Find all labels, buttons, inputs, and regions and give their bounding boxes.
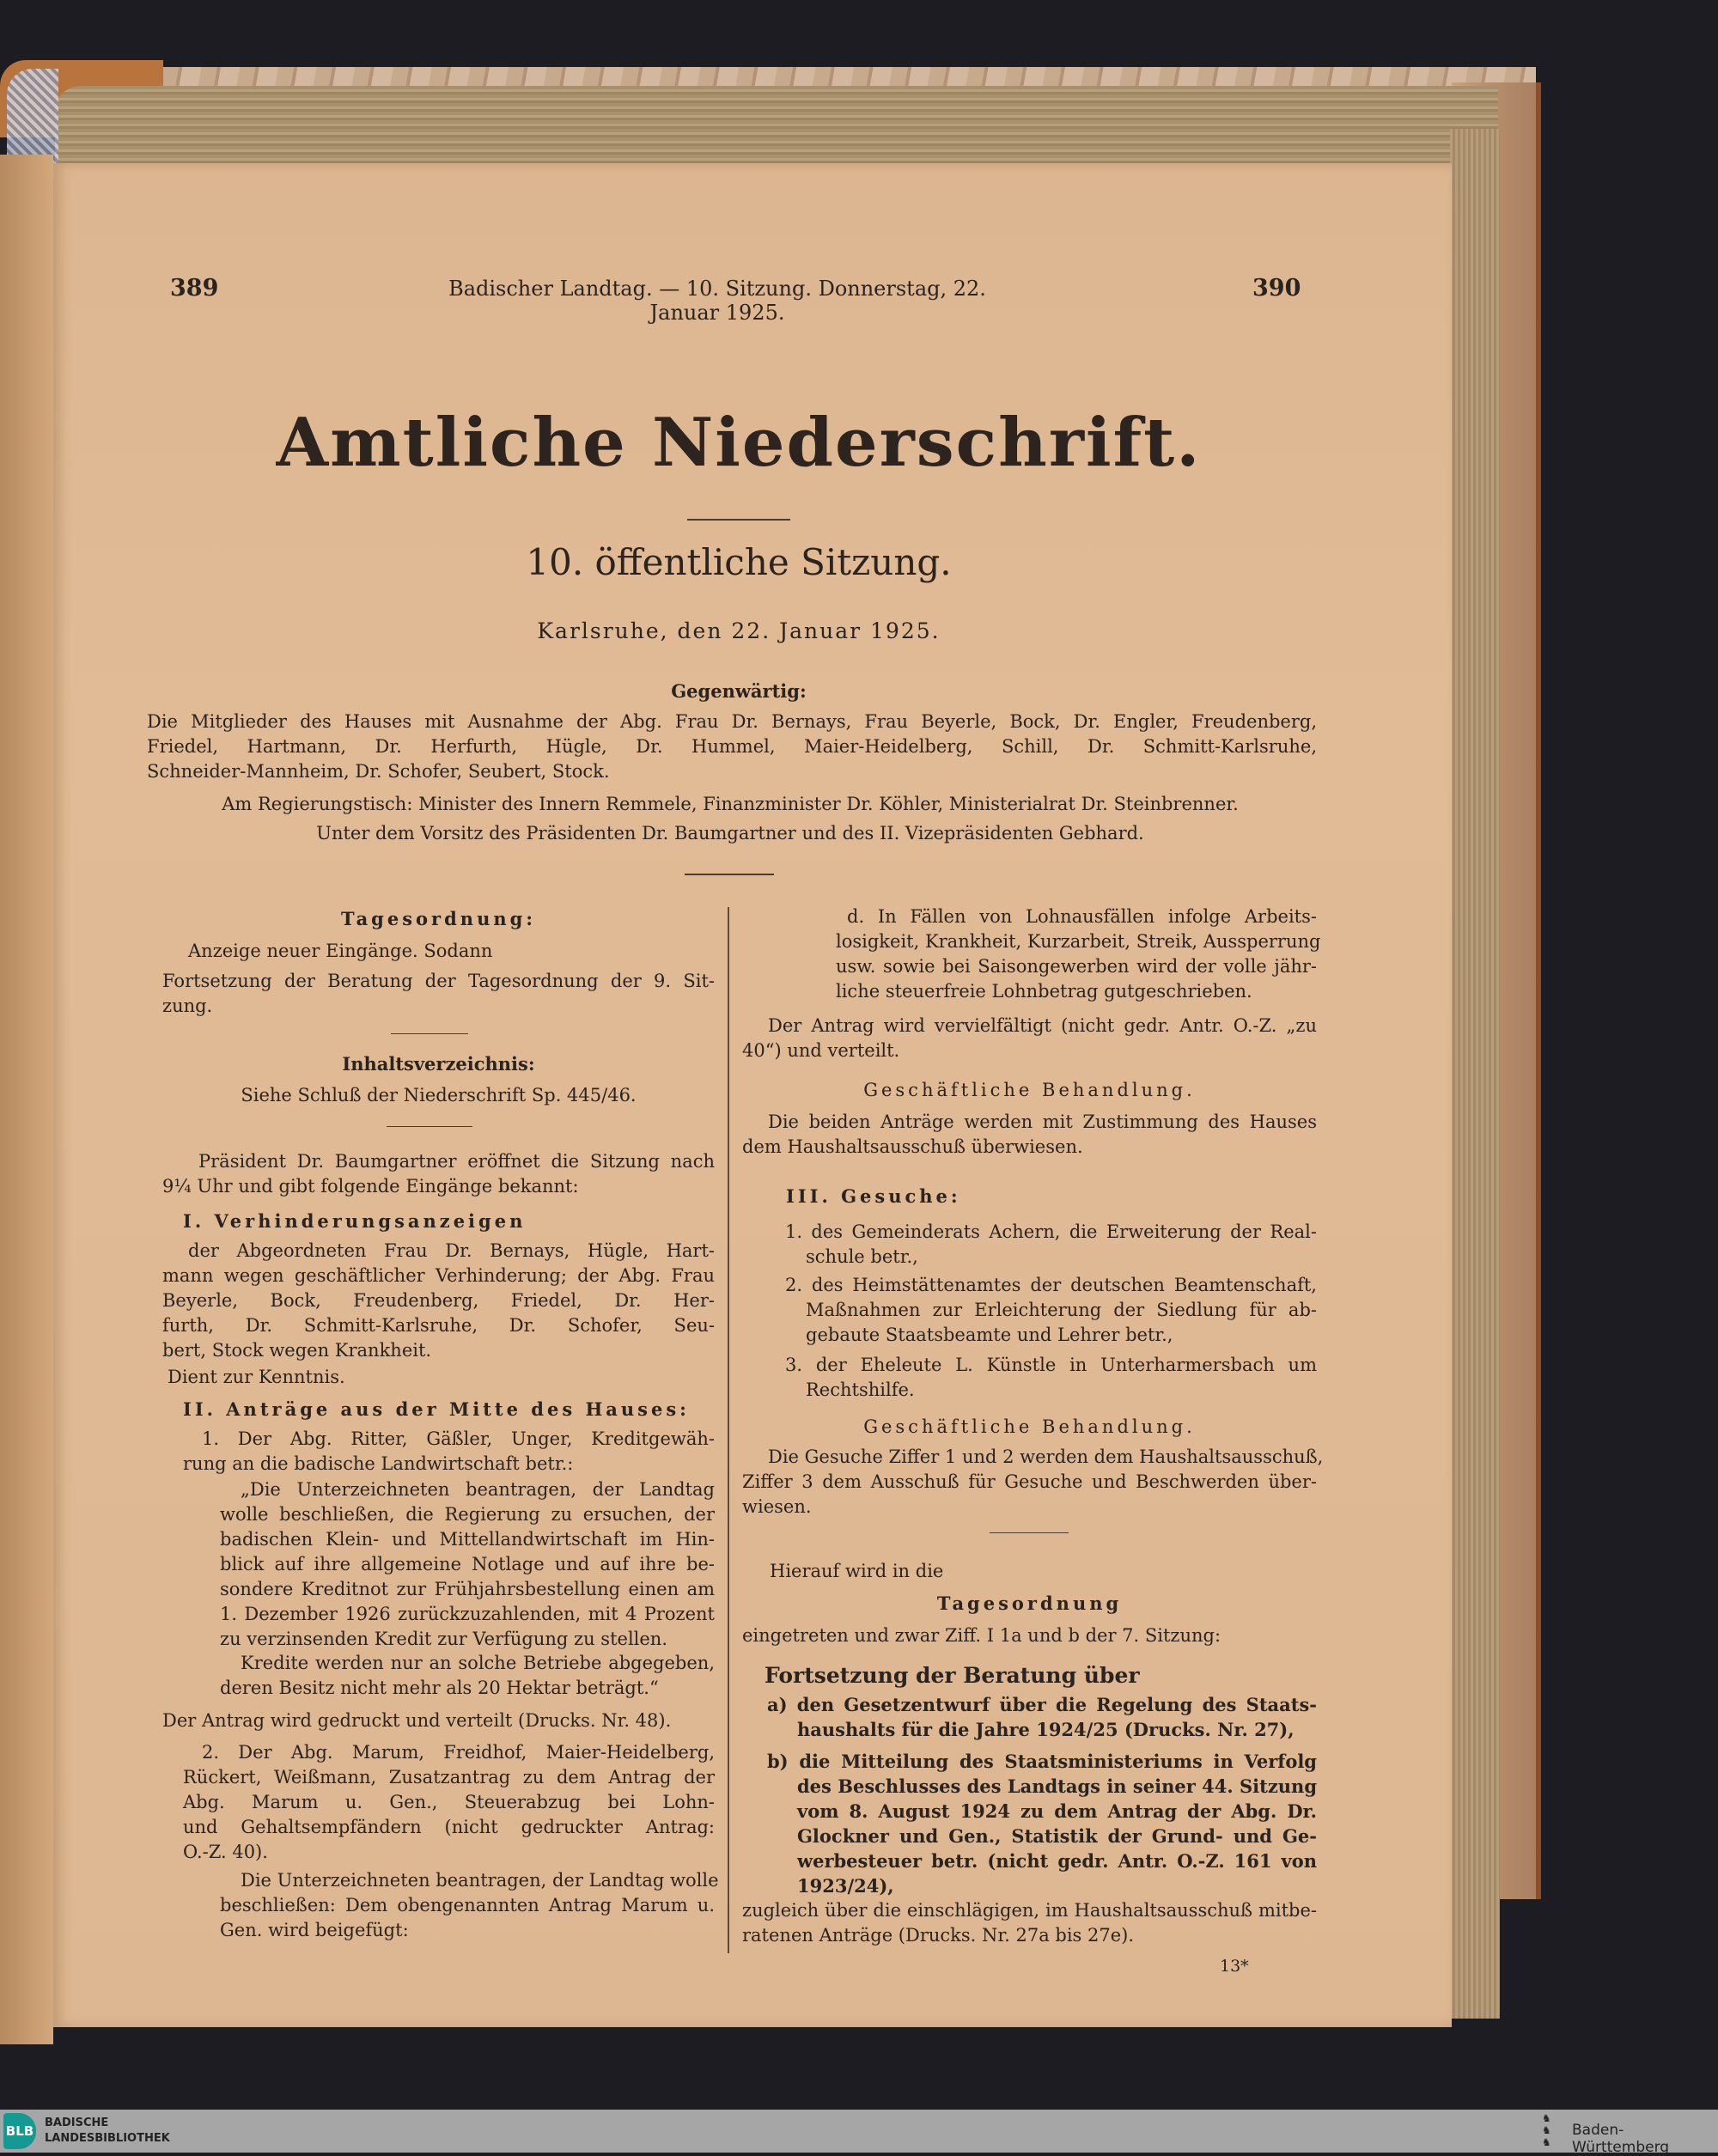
motion-1-quote-line: badischen Klein- und Mittellandwirtschaft im Hin- (220, 1529, 715, 1550)
hierauf-text (770, 1559, 1317, 1584)
document-title: Amtliche Niederschrift. (276, 404, 1202, 482)
also-text (742, 1898, 1317, 1948)
section1-text (162, 1239, 715, 1363)
item-d-line: usw. sowie bei Saisongewerben wird der volle jähr- (836, 956, 1317, 977)
treatment-text-1 (742, 1110, 1317, 1160)
index-text (162, 1083, 715, 1108)
present-chair-line: Unter dem Vorsitz des Präsidenten Dr. Baumgartner und des II. Vizepräsidenten Gebhard. (316, 823, 1144, 844)
opening-paragraph (162, 1149, 715, 1199)
point-b-line: b) die Mitteilung des Staatsministeriums in Verfolg (767, 1751, 1317, 1772)
state-label[interactable]: Baden-Württemberg (1572, 2122, 1670, 2156)
present-members (147, 710, 1317, 784)
agenda-continuation-line: zung. (162, 996, 213, 1016)
treatment-heading-2 (742, 1415, 1317, 1440)
section1-heading (183, 1209, 715, 1233)
motion-1-quote-line: zu verzinsenden Kredit zur Verfügung zu stellen. (220, 1629, 668, 1649)
point-b-line: vom 8. August 1924 zu dem Antrag der Abg. Dr. (797, 1800, 1317, 1822)
agenda-item-line: Anzeige neuer Eingänge. Sodann (188, 941, 493, 961)
motion-1-quote-cont-line: Kredite werden nur an solche Betriebe abgegeben, (241, 1653, 715, 1673)
item-d-line: liche steuerfreie Lohnbetrag gutgeschrieben. (836, 981, 1252, 1002)
motion-1-quote-line: blick auf ihre allgemeine Notlage und auf ihre be- (220, 1554, 715, 1574)
hierauf-text-line: Hierauf wird in die (770, 1561, 944, 1581)
library-name-line1: BADISCHE (45, 2116, 109, 2129)
motion-1-quote-line: wolle beschließen, die Regierung zu ersuchen, der (220, 1504, 715, 1525)
point-b (767, 1749, 1317, 1898)
petition-2 (785, 1273, 1317, 1348)
section1-note-line: Dient zur Kenntnis. (168, 1367, 345, 1387)
opening-paragraph-line: Präsident Dr. Baumgartner eröffnet die Sitzung nach (198, 1151, 715, 1172)
motion-1-quote (220, 1477, 715, 1652)
title-rule (687, 519, 790, 521)
signature-mark: 13* (1220, 1957, 1249, 1976)
index-heading (162, 1051, 715, 1076)
treatment-text-2 (742, 1445, 1324, 1520)
agenda-heading-line: Tagesordnung: (340, 908, 537, 929)
motion-2-text (220, 1868, 719, 1943)
section1-heading-line: I. Verhinderungsanzeigen (183, 1210, 527, 1232)
continuation-heading (765, 1663, 1317, 1688)
motion-2-text-line: beschließen: Dem obengenannten Antrag Marum u. (220, 1895, 715, 1915)
motion-2-line: O.-Z. 40). (183, 1842, 268, 1862)
point-a-line: a) den Gesetzentwurf über die Regelung des Staats- (767, 1694, 1317, 1715)
left-rule-2 (387, 1126, 472, 1127)
treatment-text-1-line: dem Haushaltsausschuß überwiesen. (742, 1136, 1083, 1157)
motion-2-line: 2. Der Abg. Marum, Freidhof, Maier-Heidelberg, (202, 1742, 715, 1763)
present-heading-line: Gegenwärtig: (671, 680, 807, 702)
motion-1-quote-line: 1. Dezember 1926 zurückzuzahlenden, mit 4 Prozent (220, 1604, 715, 1624)
also-text-line: zugleich über die einschlägigen, im Haushaltsausschuß mitbe- (742, 1900, 1317, 1921)
petition-3-line: Rechtshilfe. (806, 1379, 915, 1400)
section-rule (685, 874, 774, 875)
point-b-line: 1923/24), (797, 1875, 894, 1897)
treatment-heading-1 (742, 1078, 1317, 1103)
present-members-line: Schneider-Mannheim, Dr. Schofer, Seubert, Stock. (147, 761, 610, 782)
treatment-heading-1-line: Geschäftliche Behandlung. (863, 1080, 1196, 1100)
motion-2-line: Rückert, Weißmann, Zusatzantrag zu dem Antrag der (183, 1767, 715, 1788)
motion-1-result (162, 1708, 715, 1733)
agenda-heading-right (742, 1591, 1317, 1616)
item-d (836, 904, 1321, 1004)
present-members-line: Friedel, Hartmann, Dr. Herfurth, Hügle, Dr. Hummel, Maier-Heidelberg, Schill, Dr. Schmitt-Karlsruhe, (147, 736, 1317, 757)
motion-1-line: 1. Der Abg. Ritter, Gäßler, Unger, Kreditgewäh- (202, 1428, 715, 1449)
motion-1-result-line: Der Antrag wird gedruckt und verteilt (Drucks. Nr. 48). (162, 1710, 672, 1731)
section2-heading (183, 1397, 715, 1422)
agenda-continuation-line: Fortsetzung der Beratung der Tagesordnung der 9. Sit- (162, 971, 715, 991)
section1-text-line: der Abgeordneten Frau Dr. Bernays, Hügle, Hart- (188, 1240, 715, 1261)
petition-1-line: 1. des Gemeinderats Achern, die Erweiterung der Real- (785, 1221, 1317, 1242)
petition-2-line: 2. des Heimstättenamtes der deutschen Beamtenschaft, (785, 1275, 1317, 1295)
treatment-text-1-line: Die beiden Anträge werden mit Zustimmung des Hauses (768, 1111, 1317, 1132)
entered-text (742, 1623, 1317, 1648)
page-number-left: 389 (170, 275, 219, 301)
session-subtitle: 10. öffentliche Sitzung. (526, 541, 952, 583)
treatment-text-2-line: wiesen. (742, 1496, 812, 1517)
motion-2-text-line: Gen. wird beigefügt: (220, 1920, 409, 1940)
motion-1-quote-line: „Die Unterzeichneten beantragen, der Landtag (241, 1479, 715, 1500)
treatment-text-2-line: Ziffer 3 dem Ausschuß für Gesuche und Beschwerden über- (742, 1471, 1317, 1492)
point-b-line: Glockner und Gen., Statistik der Grund- und Ge- (797, 1825, 1317, 1847)
motion-1 (183, 1427, 715, 1477)
present-members-line: Die Mitglieder des Hauses mit Ausnahme der Abg. Frau Dr. Bernays, Frau Beyerle, Bock, Dr. Engler, Freudenberg, (147, 711, 1317, 732)
section1-note (162, 1365, 715, 1390)
motion-1-line: rung an die badische Landwirtschaft betr.: (183, 1453, 574, 1474)
present-chair (163, 821, 1297, 846)
agenda-continuation (162, 969, 715, 1019)
index-heading-line: Inhaltsverzeichnis: (342, 1053, 535, 1075)
section1-text-line: furth, Dr. Schmitt-Karlsruhe, Dr. Schofer, Seu- (162, 1315, 715, 1336)
continuation-heading-line: Fortsetzung der Beratung über (765, 1663, 1140, 1688)
motion-2-line: Abg. Marum u. Gen., Steuerabzug bei Lohn- (183, 1792, 715, 1812)
item-d-result-line: Der Antrag wird vervielfältigt (nicht gedr. Antr. O.-Z. „zu (768, 1015, 1317, 1036)
motion-2-text-line: Die Unterzeichneten beantragen, der Landtag wolle (241, 1870, 719, 1891)
present-heading (515, 679, 962, 703)
present-government (163, 792, 1297, 817)
column-divider (728, 907, 729, 1953)
motion-1-quote-cont-line: deren Besitz nicht mehr als 20 Hektar beträgt.“ (220, 1678, 659, 1698)
item-d-result-line: 40“) und verteilt. (742, 1040, 900, 1061)
point-a-line: haushalts für die Jahre 1924/25 (Drucks. Nr. 27), (797, 1719, 1295, 1740)
petition-3 (785, 1353, 1317, 1403)
library-name-line2: LANDESBIBLIOTHEK (45, 2132, 170, 2145)
item-d-result (742, 1014, 1317, 1063)
item-d-line: losigkeit, Krankheit, Kurzarbeit, Streik, Aussperrung (836, 931, 1321, 952)
section3-heading-line: III. Gesuche: (786, 1185, 961, 1207)
petition-2-line: Maßnahmen zur Erleichterung der Siedlung für ab- (806, 1300, 1317, 1320)
point-b-line: des Beschlusses des Landtags in seiner 44. Sitzung (797, 1775, 1317, 1797)
petition-1 (785, 1220, 1317, 1270)
opening-paragraph-line: 9¼ Uhr und gibt folgende Eingänge bekannt: (162, 1176, 579, 1197)
present-government-line: Am Regierungstisch: Minister des Innern Remmele, Finanzminister Dr. Köhler, Ministerialrat Dr. Steinbrenner. (222, 794, 1239, 814)
place-date: Karlsruhe, den 22. Januar 1925. (537, 618, 941, 643)
section1-text-line: Beyerle, Bock, Freudenberg, Friedel, Dr. Her- (162, 1290, 715, 1311)
item-d-line: d. In Fällen von Lohnausfällen infolge Arbeits- (847, 906, 1317, 927)
treatment-text-2-line: Die Gesuche Ziffer 1 und 2 werden dem Haushaltsausschuß, (768, 1446, 1324, 1467)
left-rule-1 (391, 1033, 468, 1034)
blb-logo[interactable]: BLB (3, 2113, 36, 2149)
entered-text-line: eingetreten und zwar Ziff. I 1a und b der 7. Sitzung: (742, 1625, 1221, 1646)
section1-text-line: mann wegen geschäftlicher Verhinderung; der Abg. Frau (162, 1265, 715, 1286)
motion-2 (183, 1740, 715, 1865)
petition-1-line: schule betr., (806, 1246, 918, 1267)
footer-bar (0, 2110, 1718, 2156)
petition-3-line: 3. der Eheleute L. Künstle in Unterharmersbach um (785, 1355, 1317, 1375)
index-text-line: Siehe Schluß der Niederschrift Sp. 445/46. (241, 1085, 637, 1105)
section3-heading (786, 1184, 1317, 1209)
motion-1-quote-line: sondere Kreditnot zur Frühjahrsbestellung einen am (220, 1579, 715, 1599)
treatment-heading-2-line: Geschäftliche Behandlung. (863, 1416, 1196, 1437)
agenda-heading (162, 906, 715, 931)
motion-2-line: und Gehaltsempfändern (nicht gedruckter Antrag: (183, 1817, 715, 1837)
point-a (767, 1692, 1317, 1742)
running-title: Badischer Landtag. — 10. Sitzung. Donnerstag, 22. Januar 1925. (448, 277, 986, 325)
petition-2-line: gebaute Staatsbeamte und Lehrer betr., (806, 1325, 1173, 1345)
lion-crest-icon: ♞ ♞ ♞ (1542, 2112, 1551, 2148)
motion-1-quote-cont (220, 1651, 715, 1701)
agenda-item (188, 939, 715, 964)
also-text-line: ratenen Anträge (Drucks. Nr. 27a bis 27e). (742, 1925, 1135, 1946)
point-b-line: werbesteuer betr. (nicht gedr. Antr. O.-Z. 161 von (797, 1850, 1317, 1872)
section2-heading-line: II. Anträge aus der Mitte des Hauses: (183, 1398, 690, 1420)
section1-text-line: bert, Stock wegen Krankheit. (162, 1340, 432, 1361)
right-rule (990, 1532, 1069, 1533)
agenda-heading-right-line: Tagesordnung (936, 1593, 1123, 1614)
page-number-right: 390 (1252, 275, 1301, 301)
